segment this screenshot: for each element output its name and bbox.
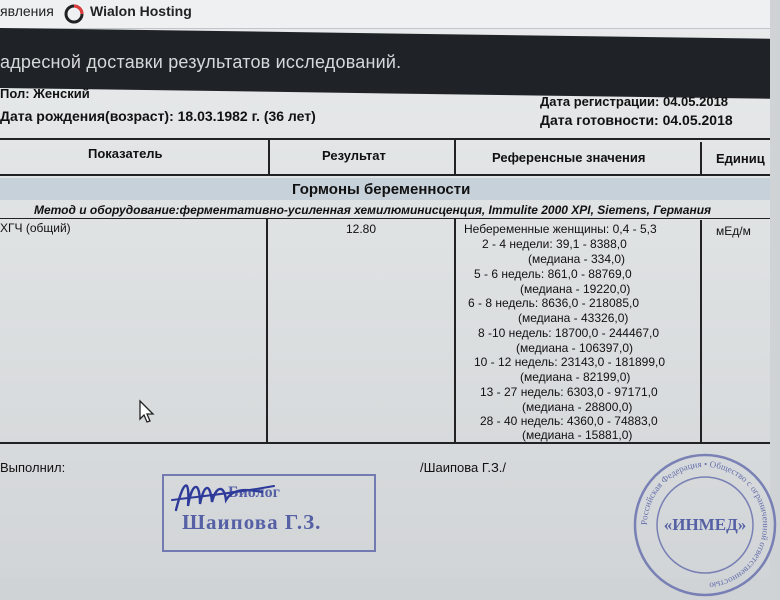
ref-line: 5 - 6 недель: 861,0 - 88769,0: [474, 267, 632, 281]
company-seal: [630, 450, 780, 600]
col-divider-1: [268, 138, 270, 176]
seal-center-text: «ИНМЕД»: [663, 515, 747, 534]
header-reference: Референсные значения: [492, 150, 646, 165]
registration-date: Дата регистрации: 04.05.2018: [540, 94, 729, 109]
col-divider-2: [454, 140, 456, 176]
indicator-cell: ХГЧ (общий): [0, 221, 71, 235]
signer-name: /Шаипова Г.З./: [420, 460, 507, 475]
bookmarks-bar: [0, 0, 770, 29]
table-header-border: [0, 174, 770, 176]
ref-line: (медиана - 334,0): [528, 252, 626, 266]
row-bottom-border: [0, 442, 770, 444]
row-divider-3: [700, 220, 702, 444]
stamp-role: Биолог: [228, 484, 280, 501]
ref-line: (медиана - 19220,0): [520, 282, 631, 296]
patient-sex: Пол: Женский: [0, 86, 90, 101]
section-title: Гормоны беременности: [292, 181, 471, 198]
header-unit: Единиц: [716, 151, 765, 166]
stamp-name: Шаипова Г.З.: [182, 510, 322, 534]
performed-label: Выполнил:: [0, 460, 66, 475]
bookmark-item-left[interactable]: явления: [0, 3, 54, 19]
result-cell: 12.80: [346, 222, 377, 236]
handwritten-signature: [170, 470, 280, 518]
ref-line: Небеременные женщины: 0,4 - 5,3: [464, 222, 657, 236]
ref-line: (медиана - 43326,0): [518, 311, 629, 325]
row-divider-2: [454, 218, 456, 442]
header-indicator: Показатель: [88, 146, 163, 161]
mouse-cursor-icon: [139, 400, 155, 424]
ref-line: 6 - 8 недель: 8636,0 - 218085,0: [468, 296, 639, 310]
ref-line: 2 - 4 недели: 39,1 - 8388,0: [482, 237, 627, 251]
ref-line: 28 - 40 недель: 4360,0 - 74883,0: [480, 414, 658, 428]
ref-line: (медиана - 28800,0): [522, 400, 633, 414]
bookmark-item-wialon[interactable]: Wialon Hosting: [90, 3, 192, 19]
row-top-border: [0, 218, 770, 219]
header-title: адресной доставки результатов исследований.: [0, 52, 402, 72]
ref-line: (медиана - 15881,0): [522, 428, 633, 442]
row-divider-1: [266, 218, 268, 442]
unit-cell: мЕд/м: [716, 224, 751, 238]
method-line: Метод и оборудование:ферментативно-усиленная хемилюминисценция, Immulite 2000 XPI, Siemens, Германия: [34, 203, 712, 217]
ref-line: 13 - 27 недель: 6303,0 - 97171,0: [480, 385, 658, 399]
wialon-logo-icon: [64, 4, 84, 24]
ref-line: 10 - 12 недель: 23143,0 - 181899,0: [474, 355, 666, 369]
col-divider-3: [700, 142, 702, 176]
ready-date: Дата готовности: 04.05.2018: [540, 112, 733, 128]
ref-line: 8 -10 недель: 18700,0 - 244467,0: [478, 326, 660, 340]
ref-line: (медиана - 82199,0): [520, 370, 631, 384]
ref-line: (медиана - 106397,0): [516, 341, 634, 355]
table-top-border: [0, 138, 770, 140]
seal-ring-text: Российская Федерация • Общество с ограниченной ответственностью: [638, 458, 772, 591]
patient-birthdate: Дата рождения(возраст): 18.03.1982 г. (36 лет): [0, 108, 316, 124]
header-result: Результат: [322, 148, 386, 163]
